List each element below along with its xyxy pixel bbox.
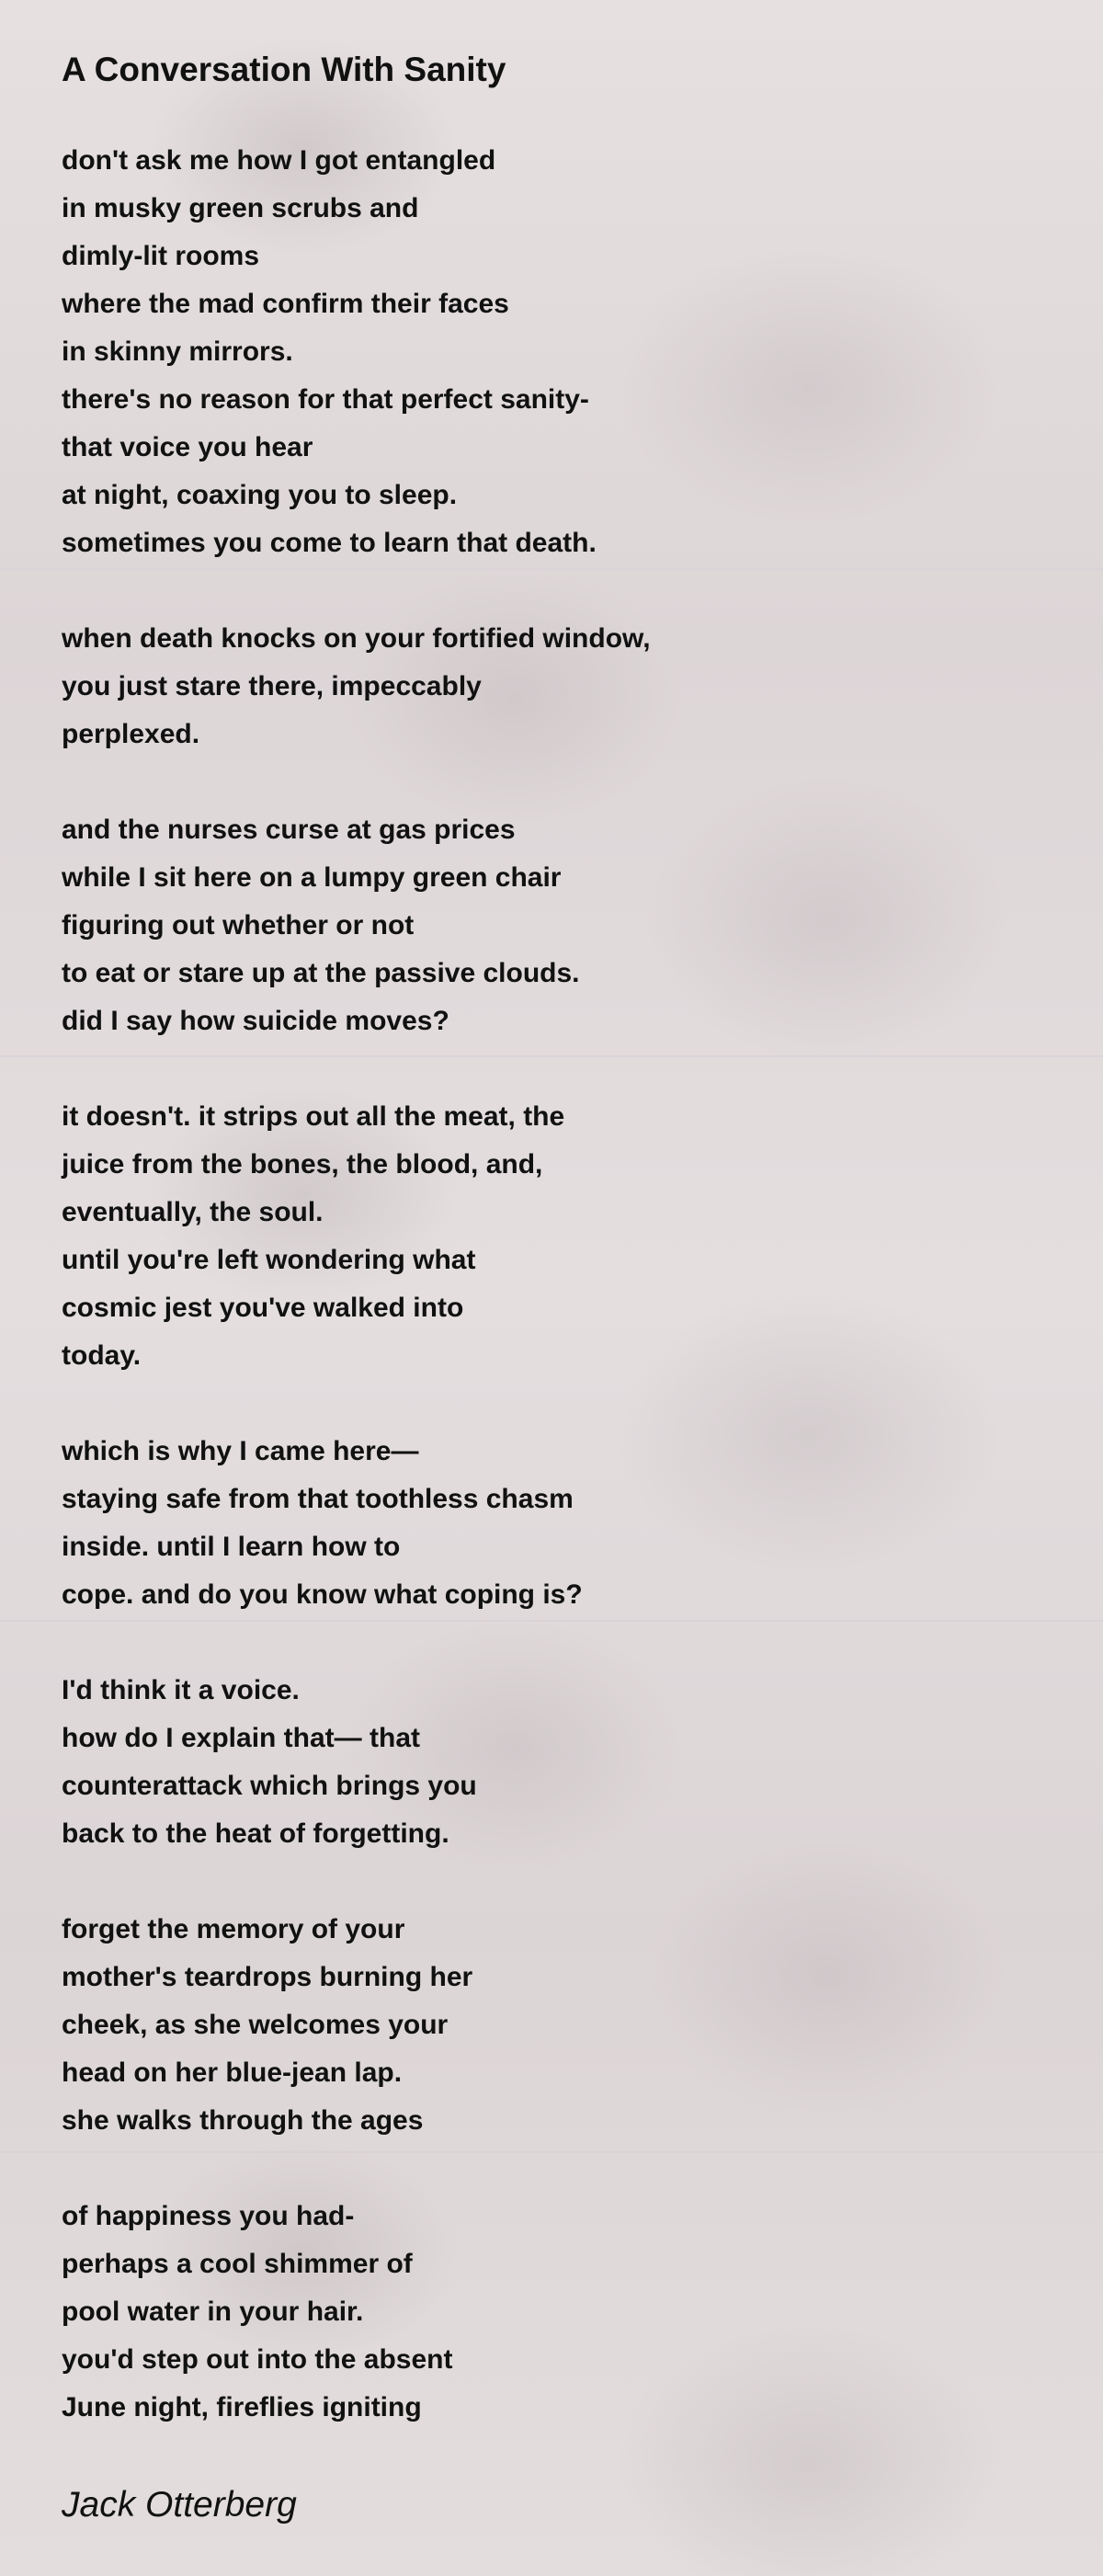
poem-line: she walks through the ages <box>62 2105 424 2136</box>
poem-line: don't ask me how I got entangled <box>62 145 496 176</box>
poem-line: how do I explain that— that <box>62 1723 420 1753</box>
poem-line: counterattack which brings you <box>62 1771 477 1801</box>
poem-title: A Conversation With Sanity <box>62 51 506 88</box>
poem-line: that voice you hear <box>62 432 313 462</box>
poem-line: where the mad confirm their faces <box>62 289 509 319</box>
poem-stanza <box>62 1093 651 1380</box>
poem-line: I'd think it a voice. <box>62 1675 300 1705</box>
poem-line: eventually, the soul. <box>62 1197 324 1227</box>
poem-line: sometimes you come to learn that death. <box>62 528 597 558</box>
poem-line: there's no reason for that perfect sanity- <box>62 384 589 415</box>
poem-line: June night, fireflies igniting <box>62 2392 422 2422</box>
poem-stanza <box>62 2193 651 2432</box>
poem-line: while I sit here on a lumpy green chair <box>62 862 562 893</box>
poem-stanza <box>62 1428 651 1619</box>
poem-line: at night, coaxing you to sleep. <box>62 480 458 510</box>
poem-line: until you're left wondering what <box>62 1245 476 1275</box>
poem-stanza <box>62 1906 651 2145</box>
poem-line: cheek, as she welcomes your <box>62 2010 449 2040</box>
poem-line: head on her blue-jean lap. <box>62 2057 403 2088</box>
poem-line: to eat or stare up at the passive clouds. <box>62 958 580 988</box>
poem-line: and the nurses curse at gas prices <box>62 815 516 845</box>
poem-line: perplexed. <box>62 719 200 749</box>
poem-body <box>62 137 651 2479</box>
poem-stanza <box>62 1667 651 1858</box>
poem-line: did I say how suicide moves? <box>62 1006 449 1036</box>
poem-line: you'd step out into the absent <box>62 2344 453 2375</box>
poem-line: of happiness you had- <box>62 2201 355 2231</box>
poem-line: you just stare there, impeccably <box>62 671 482 701</box>
poem-line: which is why I came here— <box>62 1436 419 1466</box>
poem-line: today. <box>62 1340 142 1371</box>
poem-line: in skinny mirrors. <box>62 336 293 367</box>
poem-line: back to the heat of forgetting. <box>62 1818 449 1849</box>
poem-line: when death knocks on your fortified window, <box>62 623 651 654</box>
poem-line: pool water in your hair. <box>62 2297 364 2327</box>
poem-stanza <box>62 615 651 758</box>
poem-line: cosmic jest you've walked into <box>62 1293 464 1323</box>
poem-line: mother's teardrops burning her <box>62 1962 473 1992</box>
poem-line: inside. until I learn how to <box>62 1532 401 1562</box>
poem-line: forget the memory of your <box>62 1914 405 1944</box>
poem-line: figuring out whether or not <box>62 910 415 940</box>
poem-line: perhaps a cool shimmer of <box>62 2249 413 2279</box>
poem-line: it doesn't. it strips out all the meat, the <box>62 1101 565 1132</box>
poem-stanza <box>62 137 651 567</box>
poem-line: dimly-lit rooms <box>62 241 260 271</box>
poem-author: Jack Otterberg <box>62 2485 297 2525</box>
poem-line: cope. and do you know what coping is? <box>62 1579 583 1610</box>
poem-line: in musky green scrubs and <box>62 193 419 223</box>
poem-stanza <box>62 806 651 1045</box>
poem-line: staying safe from that toothless chasm <box>62 1484 574 1514</box>
poem-line: juice from the bones, the blood, and, <box>62 1149 543 1180</box>
